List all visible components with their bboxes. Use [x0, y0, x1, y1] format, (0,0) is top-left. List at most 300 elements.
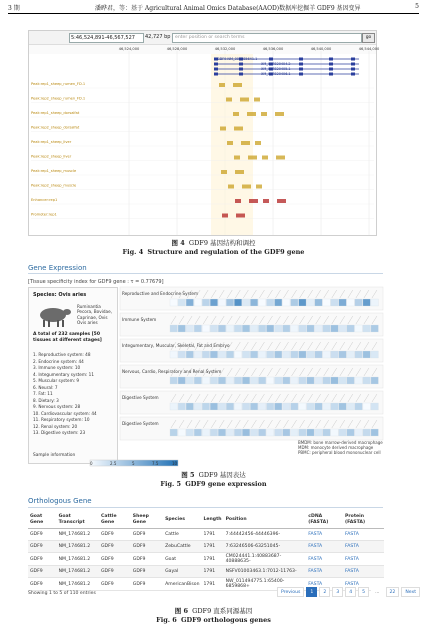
peak-block	[262, 156, 268, 160]
fig5-caption-en: Fig. 5 GDF9 gene expression	[160, 480, 267, 488]
peak-block	[248, 156, 257, 160]
table-cell: AmericanBison	[163, 578, 201, 591]
scale-tick: 2.5	[110, 461, 117, 466]
heatmap-cell	[218, 325, 225, 332]
peak-block	[255, 141, 261, 145]
heatmap-cell	[355, 325, 362, 332]
pager-page[interactable]: 4	[345, 587, 356, 597]
column-header[interactable]: cDNA (FASTA)	[306, 512, 343, 529]
heatmap-cell	[291, 377, 298, 384]
section-rule	[28, 507, 383, 508]
heatmap-cell	[355, 299, 362, 306]
heatmap-cell	[178, 403, 185, 410]
heatmap-cell	[234, 429, 241, 436]
heatmap-cell	[234, 351, 241, 358]
table-cell: 1791	[201, 529, 223, 541]
heatmap-cell	[339, 377, 346, 384]
heatmap-cell	[299, 299, 306, 306]
heatmap-cell	[315, 299, 322, 306]
heatmap-cell	[194, 325, 201, 332]
pager-next[interactable]: Next	[401, 587, 420, 597]
fig5-caption-cn: 图 5 GDF9 基因表达	[181, 471, 246, 479]
heatmap-cell	[275, 403, 282, 410]
heatmap-cell	[347, 429, 354, 436]
header-rule	[8, 13, 419, 14]
protein-fasta-link[interactable]: FASTA	[343, 566, 384, 578]
browser-tracks	[29, 45, 380, 235]
heatmap-cell	[331, 403, 338, 410]
heatmap-cell	[283, 377, 290, 384]
color-scale-bar	[90, 459, 180, 467]
heatmap-cell	[202, 403, 209, 410]
table-cell: Gayal	[163, 566, 201, 578]
heatmap-cell	[186, 403, 193, 410]
heatmap-cell	[258, 429, 265, 436]
heatmap-cell	[178, 325, 185, 332]
heatmap-cell	[371, 403, 378, 410]
heatmap-cell	[210, 299, 217, 306]
running-title: 潘晔君，等：基于 Agricultural Animal Omics Database(AAOD)数据库挖掘羊 GDF9 基因变异	[95, 5, 361, 12]
track-label: Peak:rep2_sheep_rumen_FD.1	[31, 96, 86, 101]
table-cell: NSFV01003463.1:7012-11763-	[224, 566, 307, 578]
peak-block	[261, 112, 267, 116]
table-cell: Goat	[163, 553, 201, 566]
heatmap-cell	[331, 351, 338, 358]
peak-block	[234, 127, 243, 131]
exon-block	[329, 73, 333, 76]
heatmap-cell	[178, 351, 185, 358]
heatmap-cell	[178, 429, 185, 436]
heatmap-cell	[250, 299, 257, 306]
heatmap-cell	[186, 325, 193, 332]
peak-block	[235, 199, 241, 203]
table-cell: NM_174681.2	[57, 541, 99, 553]
heatmap-cell	[250, 325, 257, 332]
table-cell: 1791	[201, 541, 223, 553]
heatmap-cell	[307, 403, 314, 410]
heatmap-cell	[250, 429, 257, 436]
sample-info-link[interactable]: Sample information	[33, 453, 76, 458]
heatmap-cell	[315, 403, 322, 410]
heatmap-cell	[178, 377, 185, 384]
heatmap-cell	[226, 299, 233, 306]
cdna-fasta-link[interactable]: FASTA	[306, 578, 343, 591]
heatmap-row-label: Digestive System	[122, 421, 159, 426]
column-header[interactable]: Protein (FASTA)	[343, 512, 384, 529]
table-cell: GDF9	[99, 529, 131, 541]
heatmap-cell	[299, 403, 306, 410]
heatmap-cell	[339, 403, 346, 410]
heatmap-cell	[170, 351, 177, 358]
heatmap-cell	[291, 299, 298, 306]
column-header[interactable]: Length	[201, 512, 223, 529]
heatmap-cell	[250, 351, 257, 358]
heatmap-cell	[299, 351, 306, 358]
pager-page[interactable]: 5	[358, 587, 369, 597]
heatmap-cell	[315, 325, 322, 332]
heatmap-cell	[170, 429, 177, 436]
table-cell: GDF9	[28, 553, 57, 566]
heatmap-cell	[275, 299, 282, 306]
exon-block	[351, 63, 355, 66]
heatmap-cell	[242, 351, 249, 358]
heatmap-cell	[210, 429, 217, 436]
exon-block	[351, 58, 355, 61]
heatmap-cell	[194, 351, 201, 358]
exon-block	[214, 63, 218, 66]
cdna-fasta-link[interactable]: FASTA	[306, 566, 343, 578]
table-row	[28, 541, 384, 553]
heatmap-cell	[323, 377, 330, 384]
heatmap-cell	[283, 299, 290, 306]
note-line: MDM: monocyte derived macrophage	[298, 445, 374, 450]
heatmap-cell	[226, 325, 233, 332]
peak-block	[241, 141, 250, 145]
peak-block	[228, 185, 234, 189]
transcript-label: XM_027820405.1	[261, 67, 291, 72]
table-cell: NM_174681.2	[57, 529, 99, 541]
track-label: Peak:rep1_sheep_muscle	[31, 169, 77, 173]
table-cell: 7:44442456-44446396-	[224, 529, 307, 541]
heatmap-cell	[266, 299, 273, 306]
heatmap-row-label: Nervous, Cardio, Respiratory and Renal System	[122, 369, 222, 374]
heatmap-cell	[299, 377, 306, 384]
go-button[interactable]: go	[362, 33, 375, 43]
column-header[interactable]: Species	[163, 512, 201, 529]
heatmap-cell	[347, 403, 354, 410]
heatmap-cell	[355, 429, 362, 436]
heatmap-cell	[202, 351, 209, 358]
pager-ellipsis: ...	[371, 587, 383, 597]
heatmap-cell	[194, 299, 201, 306]
genome-browser	[28, 30, 380, 236]
table-cell: Cattle	[163, 529, 201, 541]
peak-block	[263, 199, 269, 203]
heatmap-cell	[218, 351, 225, 358]
exon-block	[329, 63, 333, 66]
exon-block	[214, 73, 218, 76]
heatmap-cell	[339, 325, 346, 332]
heatmap-cell	[218, 299, 225, 306]
heatmap-cell	[266, 351, 273, 358]
browser-toolbar	[29, 31, 376, 45]
scale-tick: 7.5	[152, 461, 159, 466]
heatmap-cell	[266, 403, 273, 410]
heatmap-cell	[234, 403, 241, 410]
heatmap-cell	[347, 325, 354, 332]
table-cell: GDF9	[131, 566, 163, 578]
exon-block	[299, 63, 303, 66]
heatmap-cell	[258, 403, 265, 410]
heatmap-cell	[194, 377, 201, 384]
fig4-caption-en: Fig. 4 Structure and regulation of the GDF9 gene	[122, 248, 305, 256]
protein-fasta-link[interactable]: FASTA	[343, 529, 384, 541]
heatmap-cell	[266, 377, 273, 384]
pager-previous[interactable]: Previous	[277, 587, 304, 597]
column-header[interactable]: Sheep Gene	[131, 512, 163, 529]
exon-block	[214, 68, 218, 71]
entries-info: Showing 1 to 5 of 110 entries	[28, 591, 96, 596]
peak-block	[240, 98, 249, 102]
heatmap-cell	[363, 325, 370, 332]
heatmap-cell	[234, 377, 241, 384]
heatmap-row-bg	[120, 313, 383, 336]
peak-block	[276, 156, 285, 160]
table-cell: GDF9	[28, 541, 57, 553]
heatmap-cell	[307, 325, 314, 332]
heatmap-cell	[202, 299, 209, 306]
orthologs-table	[28, 512, 384, 591]
heatmap-row-label: Integumentary, Muscular, Skeletal, Fat and Embryo	[122, 343, 230, 348]
heatmap-cell	[355, 351, 362, 358]
issue-number: 3 期	[8, 5, 20, 12]
system-item: 3. Immune system: 10	[33, 365, 81, 370]
peak-block	[226, 98, 232, 102]
transcript-label: GDF9 NM_001285641.1	[217, 57, 258, 62]
heatmap-cell	[194, 429, 201, 436]
table-cell: GDF9	[28, 529, 57, 541]
pager-page[interactable]: 1	[306, 587, 317, 597]
heatmap-cell	[186, 299, 193, 306]
location-field[interactable]: 5:46,524,891-46,567,527	[69, 33, 144, 43]
heatmap-row-bg	[120, 417, 383, 440]
heatmap-cell	[331, 325, 338, 332]
cdna-fasta-link[interactable]: FASTA	[306, 553, 343, 566]
classification-line: Ruminantia	[77, 304, 101, 309]
peak-block	[247, 112, 256, 116]
heatmap-row-label: Reproductive and Endocrine System	[122, 291, 199, 296]
heatmap-cell	[363, 429, 370, 436]
track-label: Peak:rep2_sheep_liver	[31, 154, 72, 159]
heatmap-cell	[210, 377, 217, 384]
heatmap-cell	[275, 429, 282, 436]
heatmap-cell	[250, 403, 257, 410]
heatmap-cell	[226, 377, 233, 384]
table-cell: 7:63246506-63251045-	[224, 541, 307, 553]
peak-block	[233, 112, 239, 116]
system-item: 2. Endocrine system: 44	[33, 358, 84, 364]
table-cell: GDF9	[131, 529, 163, 541]
track-label: Peak:rep2_sheep_muscle	[31, 183, 77, 188]
axis-tick-label: 46,544,000	[358, 47, 380, 51]
heatmap-cell	[242, 299, 249, 306]
exon-block	[299, 73, 303, 76]
heatmap-cell	[363, 351, 370, 358]
system-item: 8. Dietary: 3	[33, 397, 59, 403]
exon-block	[239, 68, 243, 71]
heatmap-cell	[202, 325, 209, 332]
axis-tick-label: 46,540,000	[310, 47, 332, 51]
table-row	[28, 529, 384, 541]
heatmap-cell	[347, 351, 354, 358]
heatmap-cell	[363, 299, 370, 306]
scale-tick: 10	[172, 461, 178, 466]
heatmap-cell	[170, 325, 177, 332]
peak-block	[219, 83, 225, 87]
protein-fasta-link[interactable]: FASTA	[343, 578, 384, 591]
heatmap-cell	[307, 429, 314, 436]
system-item: 4. Integumentary system: 11	[33, 371, 95, 377]
track-label: Enhancer:rep1	[31, 198, 58, 202]
axis-tick-label: 46,536,000	[262, 47, 284, 51]
column-header[interactable]: Position	[224, 512, 307, 529]
heatmap-cell	[226, 429, 233, 436]
track-label: Peak:rep2_sheep_dorsalfat	[31, 125, 80, 130]
heatmap-cell	[242, 325, 249, 332]
peak-block	[236, 214, 245, 218]
cdna-fasta-link[interactable]: FASTA	[306, 541, 343, 553]
heatmap-cell	[299, 325, 306, 332]
sample-total: A total of 232 samples [50 tissues at different stages]	[33, 332, 102, 343]
heatmap-cell	[355, 403, 362, 410]
heatmap-cell	[371, 299, 378, 306]
exon-block	[351, 68, 355, 71]
peak-block	[233, 83, 242, 87]
tissue-specificity-text: [Tissue specificity index for GDF9 gene : τ = 0.77679]	[28, 279, 164, 285]
protein-fasta-link[interactable]: FASTA	[343, 541, 384, 553]
heatmap-cell	[371, 429, 378, 436]
axis-tick-label: 46,532,000	[214, 47, 236, 51]
heatmap-cell	[186, 377, 193, 384]
fig6-caption-cn: 图 6 GDF9 直系同源基因	[174, 607, 253, 615]
heatmap-cell	[323, 429, 330, 436]
table-row	[28, 553, 384, 566]
cdna-fasta-link[interactable]: FASTA	[306, 529, 343, 541]
peak-block	[227, 141, 233, 145]
heatmap-cell	[315, 377, 322, 384]
heatmap-cell	[307, 351, 314, 358]
track-label: Peak:rep1_sheep_dorsalfat	[31, 111, 80, 115]
peak-block	[235, 170, 244, 174]
heatmap-cell	[266, 429, 273, 436]
classification-line: Pecora, Bovidae,	[77, 309, 112, 315]
peak-block	[256, 185, 262, 189]
classification-line: Caprinae, Ovis	[77, 314, 108, 320]
column-header[interactable]: Goat Gene	[28, 512, 57, 529]
exon-block	[299, 58, 303, 61]
heatmap-cell	[275, 325, 282, 332]
page-number: 5	[415, 3, 419, 10]
track-label: Promoter:rep1	[31, 212, 57, 217]
table-cell: GDF9	[99, 566, 131, 578]
table-cell: CM024441.1:40883687-40888635-	[224, 553, 307, 566]
track-label: Peak:rep1_sheep_liver	[31, 140, 72, 144]
table-cell: GDF9	[28, 566, 57, 578]
heatmap-cell	[307, 377, 314, 384]
exon-block	[239, 63, 243, 66]
heatmap-cell	[258, 351, 265, 358]
heatmap-row-label: Digestive System	[122, 395, 159, 400]
heatmap-cell	[170, 377, 177, 384]
peak-block	[275, 112, 284, 116]
heatmap-cell	[347, 299, 354, 306]
search-input[interactable]: enter position or search terms	[172, 33, 362, 43]
heatmap-cell	[339, 351, 346, 358]
scale-tick: 5	[132, 461, 135, 466]
pager-page[interactable]: 2	[319, 587, 330, 597]
note-line: BMDM: bone marrow-derived macrophage	[298, 440, 383, 445]
species-panel	[28, 287, 118, 464]
heatmap-cell	[275, 377, 282, 384]
heatmap-cell	[170, 299, 177, 306]
heatmap-cell	[250, 377, 257, 384]
pager-page[interactable]: 3	[332, 587, 343, 597]
heatmap-cell	[371, 351, 378, 358]
heatmap-cell	[283, 325, 290, 332]
table-cell: 1791	[201, 566, 223, 578]
heatmap-cell	[178, 299, 185, 306]
table-cell: GDF9	[99, 553, 131, 566]
protein-fasta-link[interactable]: FASTA	[343, 553, 384, 566]
exon-block	[269, 58, 273, 61]
heatmap-cell	[323, 299, 330, 306]
heatmap-cell	[275, 351, 282, 358]
heatmap-cell	[347, 377, 354, 384]
table-cell: GDF9	[131, 553, 163, 566]
system-item: 5. Muscular system: 9	[33, 378, 80, 383]
system-item: 10. Cardiovascular system: 44	[33, 410, 97, 416]
expression-heatmap	[120, 287, 383, 442]
heatmap-cell	[218, 429, 225, 436]
table-cell: GDF9	[99, 578, 131, 591]
heatmap-cell	[242, 377, 249, 384]
gene-expression-title: Gene Expression	[28, 264, 87, 272]
heatmap-cell	[242, 429, 249, 436]
system-item: 13. Digestive system: 23	[33, 430, 86, 435]
exon-block	[351, 73, 355, 76]
peak-block	[242, 185, 251, 189]
heatmap-cell	[210, 325, 217, 332]
heatmap-cell	[299, 429, 306, 436]
table-cell: GDF9	[99, 541, 131, 553]
heatmap-cell	[323, 403, 330, 410]
heatmap-cell	[234, 299, 241, 306]
column-header[interactable]: Cattle Gene	[99, 512, 131, 529]
heatmap-cell	[218, 377, 225, 384]
heatmap-cell	[258, 325, 265, 332]
heatmap-cell	[315, 429, 322, 436]
peak-block	[277, 199, 286, 203]
pager-page[interactable]: 22	[386, 587, 400, 597]
table-cell: NM_174681.2	[57, 566, 99, 578]
heatmap-cell	[170, 403, 177, 410]
heatmap-cell	[363, 403, 370, 410]
heatmap-cell	[331, 377, 338, 384]
table-cell: GDF9	[131, 578, 163, 591]
transcript-label: XM_027820404.2	[261, 62, 291, 67]
heatmap-cell	[283, 403, 290, 410]
heatmap-cell	[226, 403, 233, 410]
table-row	[28, 566, 384, 578]
system-item: 7. Fat: 11	[33, 391, 53, 396]
heatmap-cell	[363, 377, 370, 384]
system-item: 11. Respiratory system: 10	[33, 417, 90, 422]
heatmap-cell	[331, 299, 338, 306]
heatmap-cell	[266, 325, 273, 332]
fig4-caption-cn: 图 4 GDF9 基因结构和调控	[171, 239, 256, 247]
system-item: 9. Nervous system: 28	[33, 404, 81, 409]
heatmap-cell	[307, 299, 314, 306]
axis-tick-label: 46,524,000	[118, 47, 140, 51]
heatmap-cell	[186, 351, 193, 358]
heatmap-row-label: Immune System	[122, 317, 157, 322]
table-cell: NM_174681.2	[57, 553, 99, 566]
heatmap-cell	[339, 429, 346, 436]
column-header[interactable]: Goat Transcript	[57, 512, 99, 529]
system-item: 1. Reproductive system: 48	[33, 352, 91, 357]
heatmap-cell	[242, 403, 249, 410]
section-rule	[28, 273, 383, 274]
